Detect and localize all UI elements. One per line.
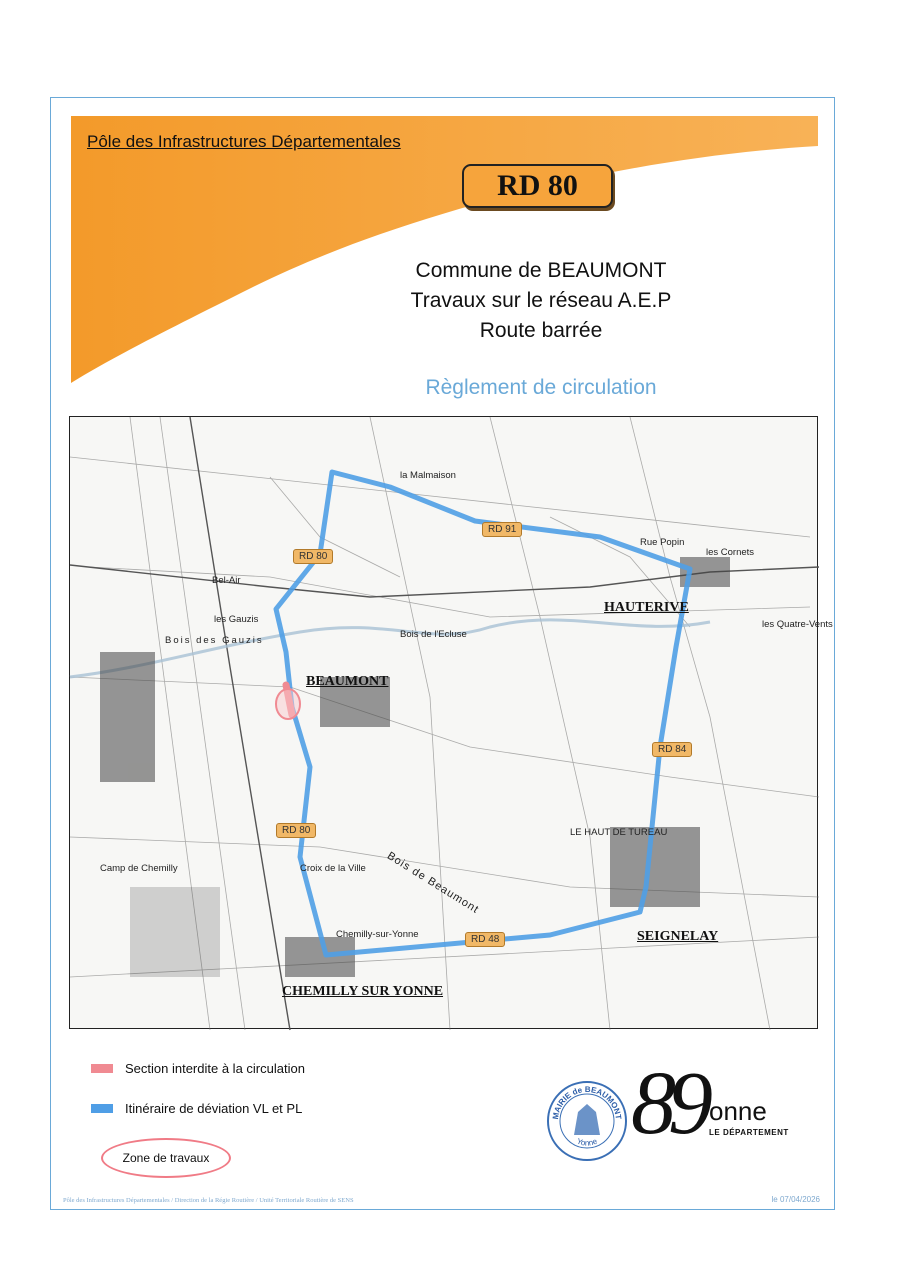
place-les-gauzis: les Gauzis [214,614,259,625]
place-croix-ville: Croix de la Ville [300,863,366,874]
place-bois-gauzis: Bois des Gauzis [165,635,264,646]
place-quatre-vents: les Quatre-Vents [762,619,833,630]
subtitle: Règlement de circulation [425,376,657,399]
mairie-seal [546,1080,628,1162]
place-chemilly-sur-yonne: Chemilly-sur-Yonne [336,929,419,940]
footer-source: Pôle des Infrastructures Départementales / Direction de la Régie Routière / Unité Territoriale Routière de SENS [63,1197,354,1204]
place-bois-beaumont: Bois de Beaumont [384,849,482,917]
place-haut-tureau: LE HAUT DE TUREAU [570,827,668,838]
legend-item-closed [91,1058,391,1078]
detour-swatch [91,1104,113,1113]
work-zone-marker [276,689,300,719]
closed-swatch [91,1064,113,1073]
svg-text:Yonne: Yonne [575,1136,599,1148]
place-bel-air: Bel-Air [212,575,241,586]
legend-closed-label: Section interdite à la circulation [125,1060,305,1076]
road-tag-rd91: RD 91 [482,522,522,537]
place-malmaison: la Malmaison [400,470,456,481]
road-code-badge [462,164,613,208]
legend-item-detour [91,1098,391,1118]
town-seignelay: SEIGNELAY [637,929,719,944]
road-tag-rd80-south: RD 80 [276,823,316,838]
title-line-closure: Route barrée [479,319,603,342]
dept-number: 89 [631,1054,705,1153]
department-logo [631,1054,801,1168]
town-beaumont: BEAUMONT [306,674,389,689]
title-block [341,256,741,346]
legend-work-zone [101,1138,231,1178]
map-frame [69,416,833,1029]
town-hauterive: HAUTERIVE [604,600,689,615]
footer-date: le 07/04/2026 [771,1195,820,1204]
legend-work-zone-label: Zone de travaux [122,1151,210,1165]
place-bois-eclusee: Bois de l'Ecluse [400,629,467,640]
organization-title: Pôle des Infrastructures Départementales [87,132,401,151]
title-line-works: Travaux sur le réseau A.E.P [410,289,672,312]
place-les-cornets: les Cornets [706,547,755,558]
town-chemilly: CHEMILLY SUR YONNE [282,984,444,999]
legend-detour-label: Itinéraire de déviation VL et PL [125,1100,303,1116]
title-line-commune: Commune de BEAUMONT [415,259,667,282]
dept-name: onne [709,1096,767,1126]
road-tag-rd84: RD 84 [652,742,692,757]
place-rue-popin: Rue Popin [640,537,685,548]
road-tag-rd80-north: RD 80 [293,549,333,564]
place-camp-chemilly: Camp de Chemilly [100,863,178,874]
svg-text:MAIRIE de BEAUMONT: MAIRIE de BEAUMONT [550,1084,624,1120]
road-code-label: RD 80 [497,169,578,202]
road-tag-rd48: RD 48 [465,932,505,947]
dept-sub: LE DÉPARTEMENT [709,1128,789,1137]
document-sheet [50,97,835,1210]
